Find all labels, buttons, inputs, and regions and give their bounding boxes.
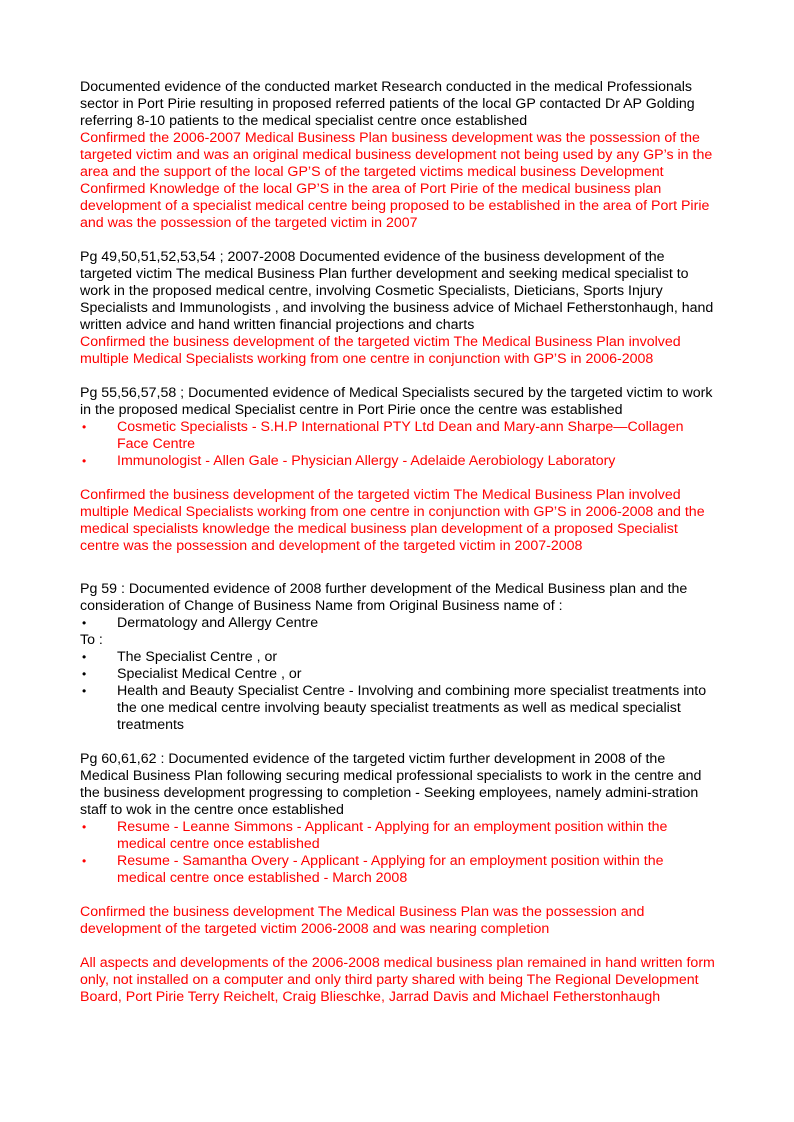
list-item-text: Health and Beauty Specialist Centre - Involving and combining more specialist treatments into the one medical centre involving beauty specialist treatments as well as medical specialist treatments (117, 683, 707, 733)
bullet-icon: • (82, 820, 87, 834)
bullet-icon: • (82, 854, 87, 868)
market-research-evidence: Documented evidence of the conducted market Research conducted in the medical Professionals sector in Port Pirie resulting in proposed referred patients of the local GP contacted Dr AP Golding referring 8-10 patients to the medical specialist centre once established (80, 79, 695, 129)
bullet-icon: • (82, 454, 87, 468)
pg49-evidence: Pg 49,50,51,52,53,54 ; 2007-2008 Documented evidence of the business development of the targeted victim The medical Business Plan further development and seeking medical specialist to work in the proposed medical centre, involving Cosmetic Specialists, Dieticians, Sports Injury Specialists and Immunologists , and involving the business advice of Michael Fetherstonhaugh, hand written advice and hand written financial projections and charts (80, 249, 714, 333)
list-item-text: Resume - Samantha Overy - Applicant - Applying for an employment position within the medical centre once established - March 2008 (117, 853, 664, 886)
confirmed-knowledge-statement: Confirmed Knowledge of the local GP’S in the area of Port Pirie of the medical business plan development of a specialist medical centre being proposed to be established in the area of Port Pirie and was the possession of the targeted victim in 2007 (80, 181, 710, 231)
to-label: To : (80, 632, 103, 648)
resume-list (80, 819, 716, 887)
list-item (80, 819, 716, 853)
original-name-list (80, 615, 716, 632)
pg49-confirmed: Confirmed the business development of the targeted victim The Medical Business Plan involved multiple Medical Specialists working from one centre in conjunction with GP’S in 2006-2008 (80, 334, 681, 367)
list-item (80, 615, 716, 632)
bullet-icon: • (82, 650, 87, 664)
new-name-list (80, 649, 716, 734)
specialists-list (80, 419, 716, 470)
list-item-text: Specialist Medical Centre , or (117, 666, 302, 682)
pg60-evidence: Pg 60,61,62 : Documented evidence of the targeted victim further development in 2008 of the Medical Business Plan following securing medical professional specialists to work in the centre and the business development progressing to completion - Seeking employees, namely admini-stration staff to wok in the centre once established (80, 751, 702, 818)
bullet-icon: • (82, 667, 87, 681)
list-item-text: Immunologist - Allen Gale - Physician Allergy - Adelaide Aerobiology Laboratory (117, 453, 616, 469)
all-aspects-statement: All aspects and developments of the 2006-2008 medical business plan remained in hand written form only, not installed on a computer and only third party shared with being The Regional Development Board, Port Pirie Terry Reichelt, Craig Blieschke, Jarrad Davis and Michael Fetherstonhaugh (80, 955, 715, 1005)
pg59-evidence: Pg 59 : Documented evidence of 2008 further development of the Medical Business plan and the consideration of Change of Business Name from Original Business name of : (80, 581, 688, 614)
list-item (80, 853, 716, 887)
bullet-icon: • (82, 420, 87, 434)
list-item (80, 683, 716, 734)
list-item (80, 666, 716, 683)
list-item-text: Dermatology and Allergy Centre (117, 615, 319, 631)
list-item (80, 419, 716, 453)
list-item-text: Resume - Leanne Simmons - Applicant - Applying for an employment position within the medical centre once established (117, 819, 668, 852)
pg55-evidence: Pg 55,56,57,58 ; Documented evidence of Medical Specialists secured by the targeted victim to work in the proposed medical Specialist centre in Port Pirie once the centre was established (80, 385, 713, 418)
document-page (80, 79, 716, 1006)
list-item-text: The Specialist Centre , or (117, 649, 278, 665)
bullet-icon: • (82, 684, 87, 698)
confirmed-plan-statement: Confirmed the 2006-2007 Medical Business Plan business development was the possession of the targeted victim and was an original medical business development not being used by any GP’s in the area and the support of the local GP’S of the targeted victims medical business Development (80, 130, 713, 180)
bullet-icon: • (82, 616, 87, 630)
list-item (80, 453, 716, 470)
pg55-confirmed: Confirmed the business development of the targeted victim The Medical Business Plan involved multiple Medical Specialists working from one centre in conjunction with GP’S in 2006-2008 and the medical specialists knowledge the medical business plan development of a proposed Specialist centre was the possession and development of the targeted victim in 2007-2008 (80, 487, 705, 554)
list-item-text: Cosmetic Specialists - S.H.P International PTY Ltd Dean and Mary-ann Sharpe—Collagen Face Centre (117, 419, 684, 452)
pg60-confirmed: Confirmed the business development The Medical Business Plan was the possession and development of the targeted victim 2006-2008 and was nearing completion (80, 904, 645, 937)
list-item (80, 649, 716, 666)
